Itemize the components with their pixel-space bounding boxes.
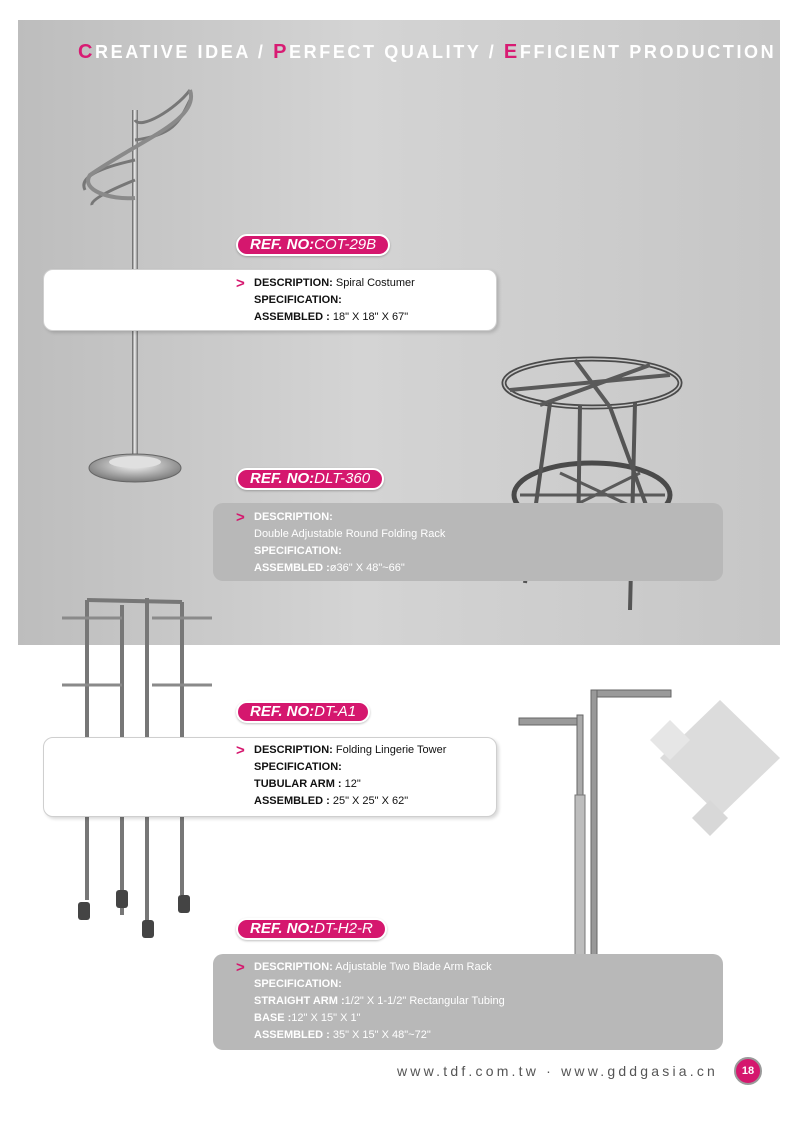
- description-value: Adjustable Two Blade Arm Rack: [332, 961, 492, 973]
- straight-arm-value: 1/2" X 1-1/2" Rectangular Tubing: [344, 995, 505, 1007]
- ref-badge-cot-29b: [236, 234, 390, 256]
- headline-word: ERFECT QUALITY /: [289, 42, 504, 62]
- description-value: Spiral Costumer: [332, 277, 415, 289]
- headline-initial: E: [503, 41, 520, 63]
- ref-code: DLT-360: [314, 470, 371, 487]
- ref-badge-dt-a1: [236, 701, 370, 723]
- ref-label: REF. NO:: [250, 920, 315, 937]
- ref-code: DT-H2-R: [314, 920, 373, 937]
- assembled-value: 18" X 18" X 67": [329, 311, 409, 323]
- footer-websites: www.tdf.com.tw · www.gddgasia.cn: [397, 1063, 719, 1079]
- description-label: DESCRIPTION:: [254, 511, 333, 523]
- assembled-value: ø36" X 48"~66": [329, 562, 405, 574]
- chevron-right-icon: >: [236, 509, 245, 526]
- description-label: DESCRIPTION:: [254, 277, 333, 289]
- base-value: 12" X 15" X 1": [291, 1012, 361, 1024]
- ref-badge-dt-h2-r: [236, 918, 387, 940]
- description-label: DESCRIPTION:: [254, 961, 333, 973]
- description-value: Double Adjustable Round Folding Rack: [254, 528, 446, 540]
- specification-label: SPECIFICATION:: [254, 978, 342, 990]
- description-text-dt-a1: [254, 742, 446, 810]
- description-text-dt-h2-r: [254, 959, 505, 1044]
- assembled-label: ASSEMBLED :: [254, 795, 330, 807]
- chevron-right-icon: >: [236, 959, 245, 976]
- assembled-label: ASSEMBLED :: [254, 311, 330, 323]
- assembled-label: ASSEMBLED :: [254, 1029, 330, 1041]
- ref-label: REF. NO:: [250, 470, 315, 487]
- page-headline: [78, 41, 776, 64]
- chevron-right-icon: >: [236, 275, 245, 292]
- tubular-arm-value: 12": [341, 778, 361, 790]
- base-label: BASE :: [254, 1012, 292, 1024]
- ref-code: COT-29B: [314, 236, 377, 253]
- specification-label: SPECIFICATION:: [254, 761, 342, 773]
- chevron-right-icon: >: [236, 742, 245, 759]
- straight-arm-label: STRAIGHT ARM :: [254, 995, 345, 1007]
- specification-label: SPECIFICATION:: [254, 545, 342, 557]
- assembled-label: ASSEMBLED :: [254, 562, 330, 574]
- specification-label: SPECIFICATION:: [254, 294, 342, 306]
- tubular-arm-label: TUBULAR ARM :: [254, 778, 342, 790]
- ref-badge-dlt-360: [236, 468, 384, 490]
- page-number-badge: 18: [734, 1057, 762, 1085]
- description-label: DESCRIPTION:: [254, 744, 333, 756]
- description-text-dlt-360: [254, 509, 445, 577]
- assembled-value: 35" X 15" X 48"~72": [329, 1029, 431, 1041]
- headline-word: FFICIENT PRODUCTION: [519, 42, 777, 62]
- ref-code: DT-A1: [314, 703, 357, 720]
- headline-initial: P: [273, 41, 290, 63]
- ref-label: REF. NO:: [250, 703, 315, 720]
- headline-word: REATIVE IDEA /: [95, 42, 274, 62]
- assembled-value: 25" X 25" X 62": [329, 795, 409, 807]
- ref-label: REF. NO:: [250, 236, 315, 253]
- description-text-cot-29b: [254, 275, 415, 326]
- description-value: Folding Lingerie Tower: [332, 744, 447, 756]
- headline-initial: C: [78, 41, 96, 63]
